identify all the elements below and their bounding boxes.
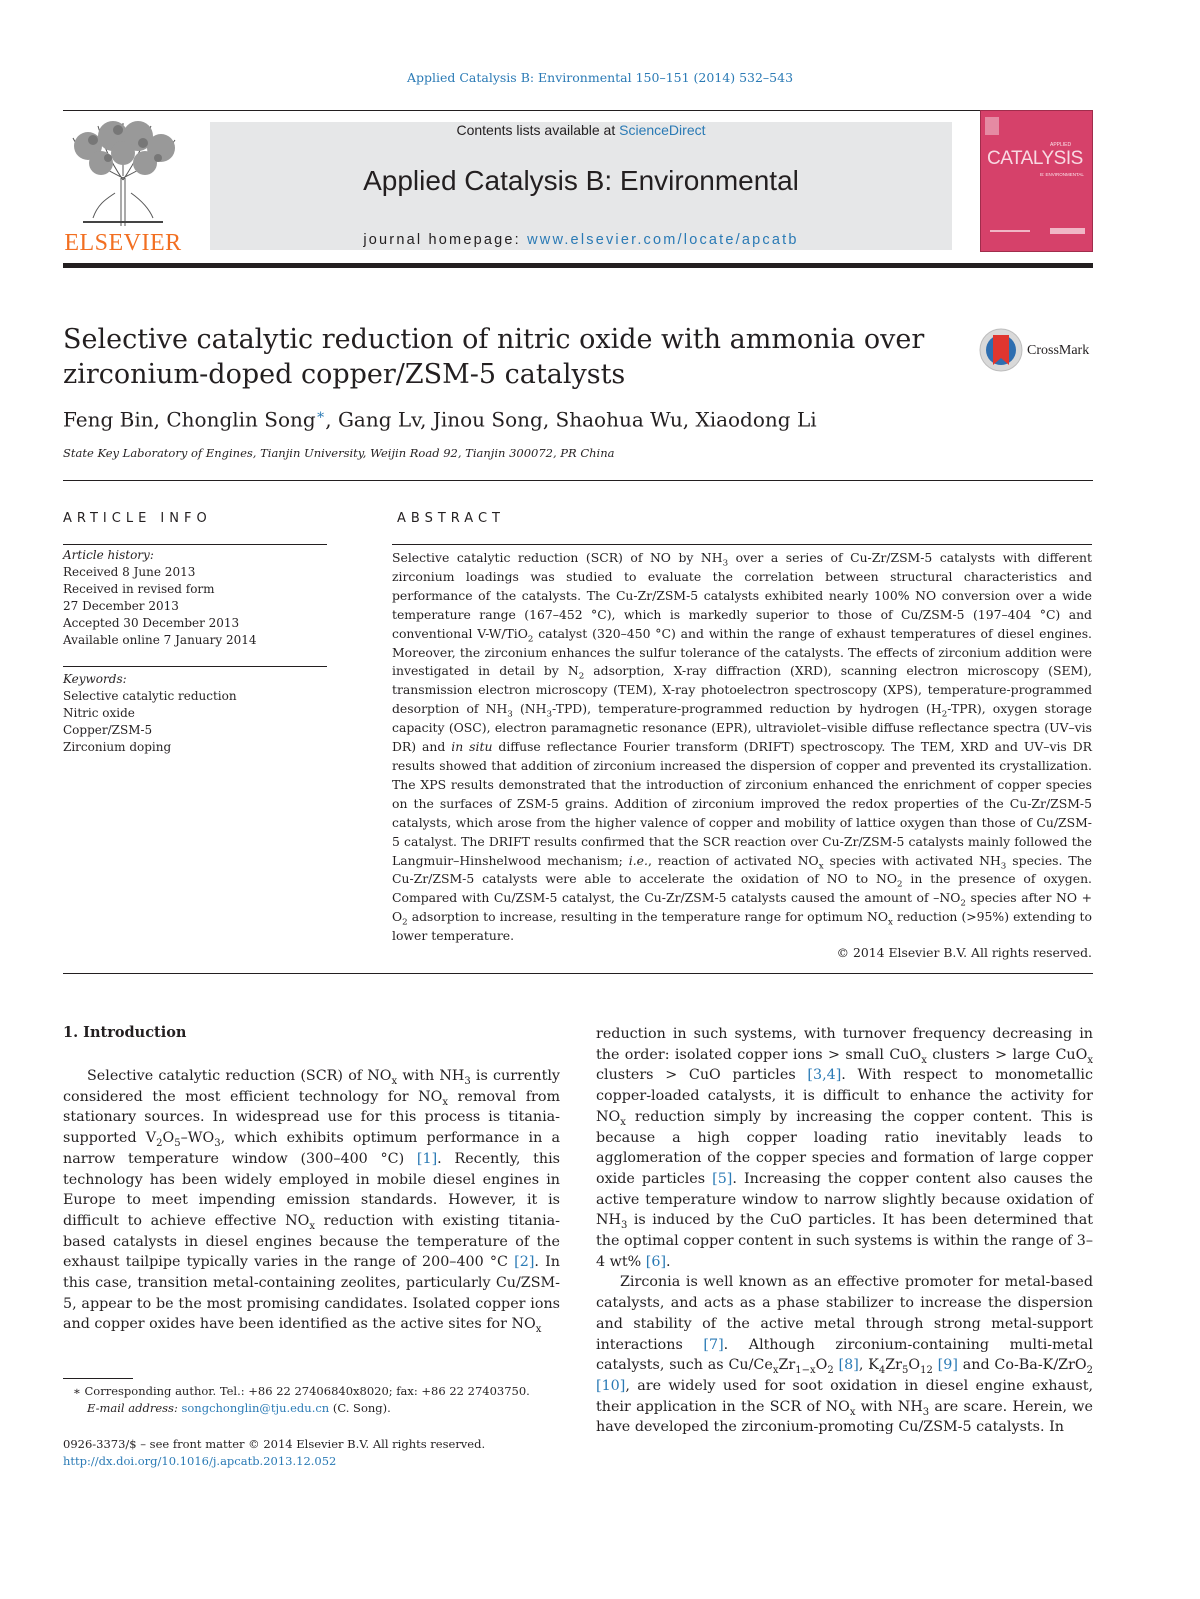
abstract-text: Selective catalytic reduction (SCR) of NO by $NH_3$ over a series of Cu-Zr/ZSM-5 catalysts with different zirconium loadings was studied to evaluate the correlation between structural characteristics and performance of the catalysts. The Cu-Zr/ZSM-5 catalysts exhibited nearly 100% NO conversion over a wide temperature range (167–452 °C), which is markedly superior to those of Cu/ZSM-5 (197–404 °C) and conventional V-W/TiO$_2$ catalyst (320–450 °C) and within the range of exhaust temperatures of diesel engines. Moreover, the zirconium enhances the sulfur tolerance of the catalysts. The effects of zirconium addition were investigated in detail by $N_2$ adsorption, X-ray diffraction (XRD), scanning electron microscopy (SEM), transmission electron microscopy (TEM), X-ray photoelectron spectroscopy (XPS), temperature-programmed desorption of $NH_3$ $(NH_3-TPD)$, temperature-programmed reduction by hydrogen $(H_2-TPR)$, oxygen storage capacity (OSC), electron paramagnetic resonance (EPR), ultraviolet–visible diffuse reflectance spectra (UV–vis DR) and in situ diffuse reflectance Fourier transform (DRIFT) spectroscopy. The TEM, XRD and UV–vis DR results showed that addition of zirconium increased the dispersion of copper and prevented its crystallization. The XPS results demonstrated that the introduction of zirconium enhanced the enrichment of copper species on the surfaces of ZSM-5 grains. Addition of zirconium improved the redox properties of the Cu-Zr/ZSM-5 catalysts, which arose from the higher valence of copper and mobility of lattice oxygen than those of Cu/ZSM-5 catalyst. The DRIFT results confirmed that the SCR reaction over Cu-Zr/ZSM-5 catalysts mainly followed the Langmuir–Hinshelwood mechanism; i.e., reaction of activated $NO_x$ species with activated $NH_3$ species. The Cu-Zr/ZSM-5 catalysts were able to accelerate the oxidation of NO to $NO_2$ in the presence of oxygen. Compared with Cu/ZSM-5 catalyst, the Cu-Zr/ZSM-5 catalysts caused the amount of $-NO_2$ species after NO + $O_2$ adsorption to increase, resulting in the temperature range for optimum $NO_x$ reduction (>95%) extending to lower temperature. [392, 550, 1092, 944]
history-item: Accepted 30 December 2013 [63, 616, 240, 631]
article-info-rule [63, 544, 327, 545]
journal-title: Applied Catalysis B: Environmental [363, 165, 799, 196]
footnote-rule [63, 1378, 133, 1379]
cover-applied: APPLIED [1050, 142, 1072, 148]
citation-link[interactable]: [9] [937, 1357, 958, 1374]
citation-link[interactable]: [10] [596, 1377, 626, 1394]
citation-link[interactable]: [5] [712, 1170, 733, 1187]
citation-link[interactable]: [1] [416, 1150, 438, 1167]
sciencedirect-link[interactable]: ScienceDirect [619, 122, 706, 138]
citation-link[interactable]: [8] [838, 1357, 859, 1374]
info-top-rule [63, 480, 1093, 481]
history-item: Received in revised form [63, 582, 215, 597]
elsevier-wordmark: ELSEVIER [64, 230, 182, 256]
author-list: Feng Bin, Chonglin Song∗, Gang Lv, Jinou Song, Shaohua Wu, Xiaodong Li [63, 407, 817, 432]
masthead-rule [63, 263, 1093, 268]
intro-paragraph: Selective catalytic reduction (SCR) of $NO_x$ with $NH_3$ is currently considered the most efficient technology for $NO_x$ removal from stationary sources. In widespread use for this process is titania-supported $V_2O_5-WO_3$, which exhibits optimum performance in a narrow temperature window (300–400 °C) [1]. Recently, this technology has been widely employed in mobile diesel engines in Europe to meet impending emission standards. However, it is difficult to achieve effective $NO_x$ reduction with existing titania-based catalysts in diesel engines because the temperature of the exhaust tailpipe typically varies in the range of 200–400 °C [2]. In this case, transition metal-containing zeolites, particularly Cu/ZSM-5, appear to be the most promising candidates. Isolated copper ions and copper oxides have been identified as the active sites for $NO_x$ [63, 1068, 561, 1336]
article-info-heading: ARTICLE INFO [63, 511, 212, 526]
intro-paragraph: Zirconia is well known as an effective promoter for metal-based catalysts, and acts as a phase stabilizer to increase the dispersion and stability of the active metal through strong metal-support interactions [7]. Although zirconium-containing multi-metal catalysts, such as $Cu/Ce_xZr_{1-x}O_2$ [8], $K_4Zr_5O_{12}$ [9] and Co-Ba-K/ZrO$_2$ [10], are widely used for soot oxidation in diesel engine exhaust, their application in the SCR of $NO_x$ with $NH_3$ are scare. Herein, we have developed the zirconium-promoting Cu/ZSM-5 catalysts. In [596, 1274, 1094, 1436]
article-history: Article history: Received 8 June 2013 Received in revised form 27 December 2013 Accepted 30 December 2013 Available online 7 January 2014 [63, 547, 327, 650]
history-item: Available online 7 January 2014 [63, 633, 257, 648]
contents-line: Contents lists available at ScienceDirect [456, 122, 706, 138]
citation-link[interactable]: [2] [514, 1254, 535, 1271]
email-link[interactable]: songchonglin@tju.edu.cn [181, 1401, 330, 1415]
cover-subtitle: B: ENVIRONMENTAL [1040, 172, 1084, 177]
cover-title: CATALYSIS [987, 148, 1083, 169]
cover-emblem [985, 117, 999, 135]
running-head[interactable]: Applied Catalysis B: Environmental 150–151 (2014) 532–543 [406, 70, 794, 85]
abstract-heading: ABSTRACT [397, 511, 505, 526]
keyword: Zirconium doping [63, 740, 172, 755]
crossmark-icon[interactable] [978, 327, 1024, 377]
keywords-rule [63, 666, 327, 667]
corresponding-mark: ∗ [73, 1384, 85, 1398]
citation-link[interactable]: [3,4] [807, 1067, 842, 1084]
homepage-link[interactable]: www.elsevier.com/locate/apcatb [527, 232, 799, 248]
citation-link[interactable]: [6] [645, 1253, 667, 1270]
corresponding-author-mark[interactable]: ∗ [315, 407, 326, 423]
keywords: Keywords: Selective catalytic reduction Nitric oxide Copper/ZSM-5 Zirconium doping [63, 671, 327, 756]
footnote: ∗ Corresponding author. Tel.: +86 22 27406840x8020; fax: +86 22 27403750. E-mail address: songchonglin@tju.edu.cn (C. Song). [73, 1384, 530, 1415]
doi-link[interactable]: http://dx.doi.org/10.1016/j.apcatb.2013.12.052 [63, 1454, 337, 1468]
cover-rule [990, 230, 1030, 232]
history-item: 27 December 2013 [63, 599, 179, 614]
abstract-bottom-rule [63, 973, 1093, 974]
issn-line: 0926-3373/$ – see front matter © 2014 Elsevier B.V. All rights reserved. [63, 1437, 486, 1451]
intro-left-column [63, 1066, 560, 1335]
history-item: Received 8 June 2013 [63, 565, 196, 580]
article-title: Selective catalytic reduction of nitric oxide with ammonia over zirconium-doped copper/ZSM-5 catalysts [63, 324, 925, 390]
intro-paragraph: reduction in such systems, with turnover frequency decreasing in the order: isolated copper ions > small CuO$_x$ clusters > large CuO$_x$ clusters > CuO particles [3,4]. With respect to monometallic copper-loaded catalysts, it is difficult to enhance the activity for $NO_x$ reduction simply by increasing the copper content. This is because a high copper loading ratio inevitably leads to agglomeration of the copper species and formation of large copper oxide particles [5]. Increasing the copper content also causes the active temperature window to narrow slightly because oxidation of $NH_3$ is induced by the CuO particles. It has been determined that the optimal copper content in such systems is within the range of 3–4 wt% [6]. [596, 1026, 1094, 1270]
abstract-rule [392, 544, 1092, 545]
affiliation: State Key Laboratory of Engines, Tianjin University, Weijin Road 92, Tianjin 300072, PR China [63, 446, 615, 460]
keyword: Copper/ZSM-5 [63, 723, 153, 738]
abstract-copyright: © 2014 Elsevier B.V. All rights reserved. [836, 945, 1092, 960]
intro-heading: 1. Introduction [63, 1024, 187, 1041]
cover-footer-logo [1050, 228, 1085, 234]
journal-homepage: journal homepage: www.elsevier.com/locate/apcatb [363, 232, 799, 248]
crossmark-label[interactable]: CrossMark [1027, 343, 1090, 358]
keyword: Selective catalytic reduction [63, 689, 237, 704]
citation-link[interactable]: [7] [703, 1336, 724, 1353]
intro-right-column [596, 1024, 1093, 1438]
header-rule [63, 110, 1093, 111]
keyword: Nitric oxide [63, 706, 135, 721]
